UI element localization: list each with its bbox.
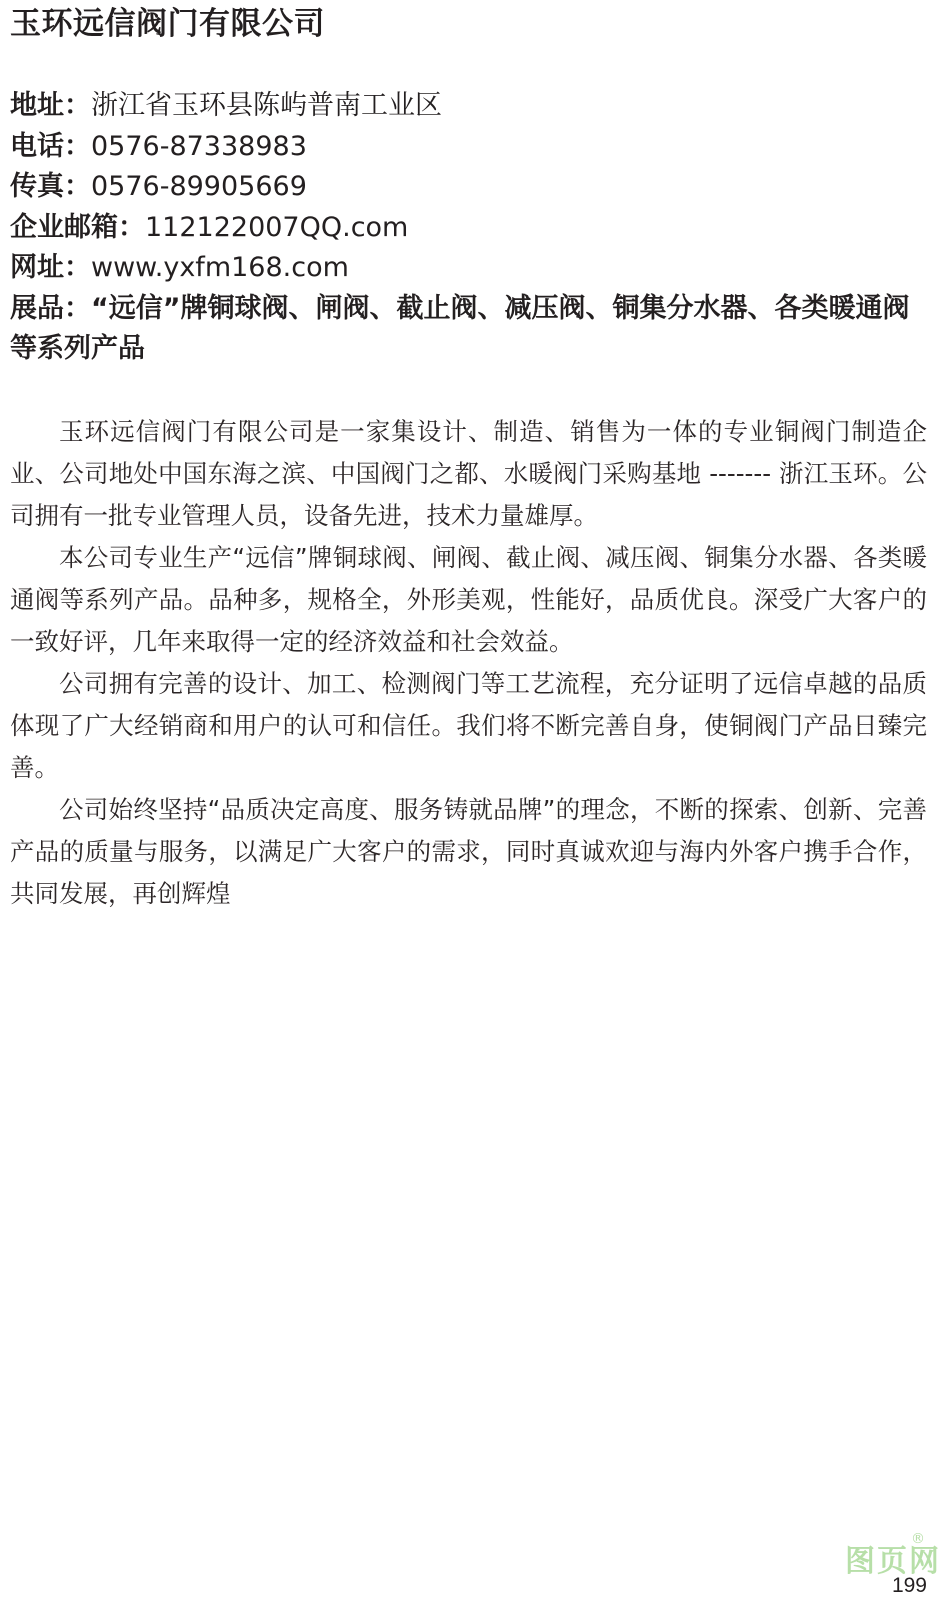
phone-value: 0576-87338983: [91, 130, 307, 162]
description-paragraph: 玉环远信阀门有限公司是一家集设计、制造、销售为一体的专业铜阀门制造企业、公司地处中国东海之滨、中国阀门之都、水暖阀门采购基地 ------- 浙江玉环。公司拥有一批专业管理人员，设备先进，技术力量雄厚。: [10, 417, 927, 530]
website-value: www.yxfm168.com: [91, 252, 349, 283]
registered-mark-icon: ®: [911, 1531, 925, 1547]
phone-label: 电话：: [10, 130, 91, 162]
address-line: [10, 86, 930, 127]
page-number: 199: [891, 1574, 927, 1597]
address-label: 地址：: [10, 90, 91, 121]
website-line: [10, 248, 930, 289]
email-label: 企业邮箱：: [10, 211, 145, 243]
description-paragraph: 本公司专业生产“远信”牌铜球阀、闸阀、截止阀、减压阀、铜集分水器、各类暖通阀等系列产品。品种多，规格全，外形美观，性能好，品质优良。深受广大客户的一致好评，几年来取得一定的经济效益和社会效益。: [10, 543, 927, 656]
company-title: 玉环远信阀门有限公司: [10, 6, 325, 42]
exhibits-label: 展品：: [10, 292, 91, 324]
website-label: 网址：: [10, 252, 91, 283]
contact-info: [10, 86, 930, 370]
email-value: 112122007QQ.com: [145, 211, 409, 243]
description-paragraph: 公司拥有完善的设计、加工、检测阀门等工艺流程，充分证明了远信卓越的品质体现了广大经销商和用户的认可和信任。我们将不断完善自身，使铜阀门产品日臻完善。: [10, 669, 927, 782]
exhibits-value: “远信”牌铜球阀、闸阀、截止阀、减压阀、铜集分水器、各类暖通阀等系列产品: [10, 292, 910, 364]
fax-label: 传真：: [10, 171, 91, 202]
company-description: [10, 411, 927, 915]
fax-value: 0576-89905669: [91, 171, 307, 202]
phone-line: [10, 127, 930, 168]
address-value: 浙江省玉环县陈屿普南工业区: [91, 90, 442, 121]
email-line: [10, 208, 930, 249]
description-paragraph: 公司始终坚持“品质决定高度、服务铸就品牌”的理念，不断的探索、创新、完善产品的质量与服务，以满足广大客户的需求，同时真诚欢迎与海内外客户携手合作，共同发展，再创辉煌: [10, 795, 927, 908]
exhibits-line: [10, 289, 930, 370]
watermark-text: 图页网: [845, 1544, 941, 1579]
fax-line: [10, 167, 930, 208]
